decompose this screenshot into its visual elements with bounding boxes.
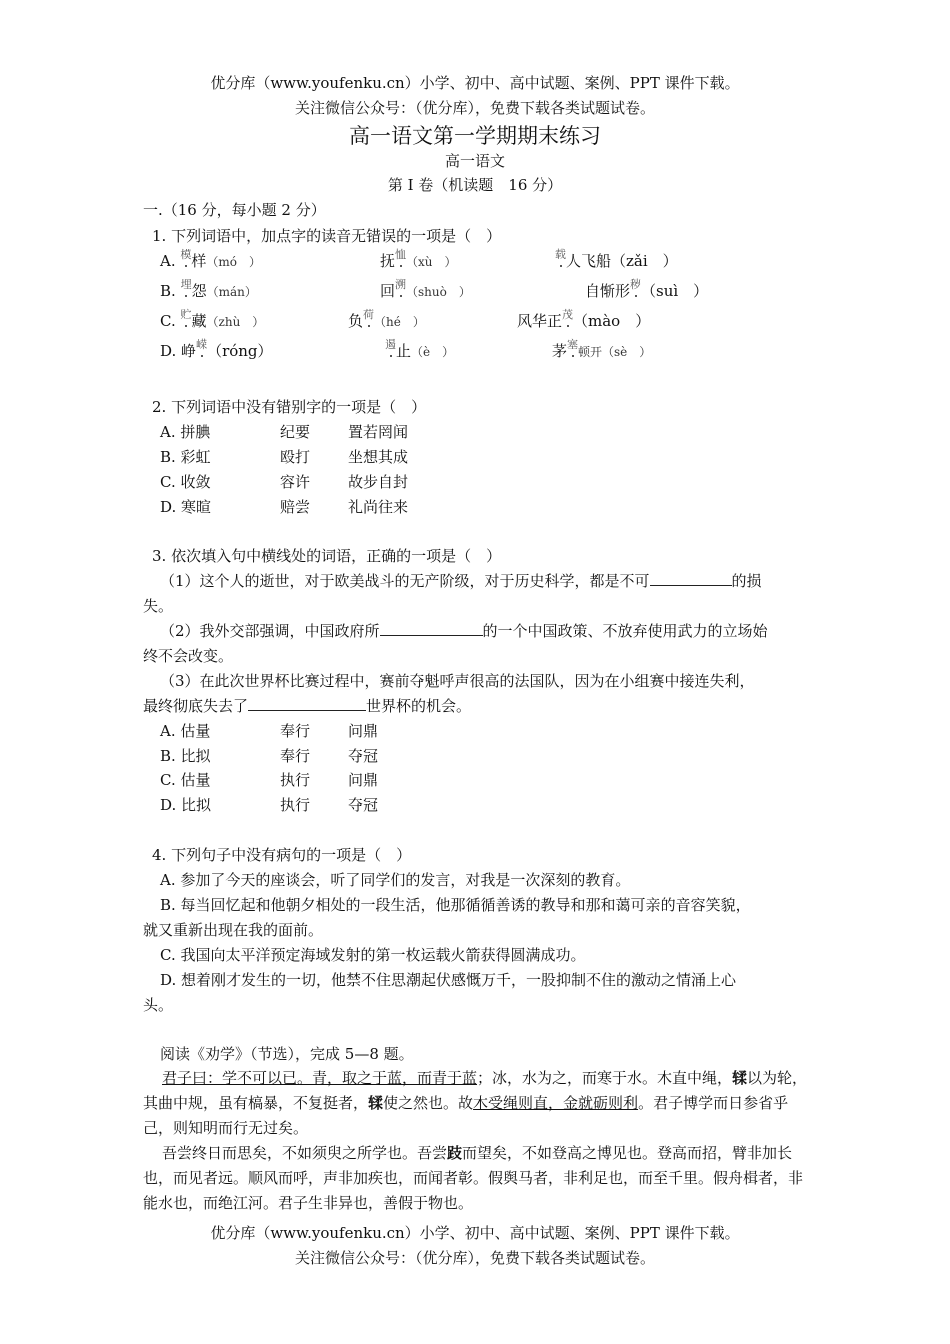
option-text: 藏 xyxy=(191,312,207,330)
page-title: 高一语文第一学期期末练习 xyxy=(349,124,601,148)
option-text: 回 xyxy=(380,282,396,300)
q2-d-1: D. 寒暄 xyxy=(160,498,212,516)
passage-text: 使之然也。故 xyxy=(383,1094,474,1112)
dotted-char: 嵘 xyxy=(196,338,208,351)
dotted-char: 恤 xyxy=(395,248,407,261)
footer-line-1: 优分库（www.youfenku.cn）小学、初中、高中试题、案例、PPT 课件下载。 xyxy=(210,1224,740,1242)
q2-b-1: B. 彩虹 xyxy=(160,448,211,466)
q3-a-2: 奉行 xyxy=(280,722,311,740)
q4-stem: 4. 下列句子中没有病句的一项是（ ） xyxy=(152,846,412,864)
option-text: 止 xyxy=(396,342,412,360)
q1-option-c-3 xyxy=(517,310,650,331)
pinyin: （mào ） xyxy=(573,312,651,330)
underlined-text: 木受绳则直，金就砺则利 xyxy=(473,1094,639,1112)
q3-sentence-3: （3）在此次世界杯比赛过程中，赛前夺魁呼声很高的法国队，因为在小组赛中接连失利， xyxy=(160,672,755,690)
pinyin: （è ） xyxy=(411,345,455,359)
pinyin: （róng） xyxy=(207,342,273,360)
q2-b-2: 殴打 xyxy=(280,448,311,466)
dotted-char: 荷 xyxy=(363,308,375,321)
q3-c-2: 执行 xyxy=(280,771,311,789)
underlined-text: 君子曰：学不可以已。青，取之于蓝，而青于蓝 xyxy=(162,1069,478,1087)
q1-stem: 1. 下列词语中，加点字的读音无错误的一项是（ ） xyxy=(152,227,502,245)
reading-paragraph-1 xyxy=(143,1066,813,1141)
footer-line-2: 关注微信公众号：（优分库），免费下载各类试题试卷。 xyxy=(294,1249,655,1267)
pinyin: （mó ） xyxy=(206,255,262,269)
option-text: 风华正 xyxy=(517,312,563,330)
dotted-char: 溯 xyxy=(395,278,407,291)
q4-option-d-cont: 头。 xyxy=(143,996,174,1014)
q3-a-1: A. 估量 xyxy=(160,722,211,740)
q3-b-1: B. 比拟 xyxy=(160,747,211,765)
option-label: A. xyxy=(160,252,176,270)
passage-text: 吾尝终日而思矣，不如须臾之所学也。吾尝 xyxy=(162,1144,448,1162)
dotted-char: 贮 xyxy=(180,308,192,321)
q1-option-a xyxy=(160,250,261,271)
q2-a-2: 纪要 xyxy=(280,423,311,441)
dotted-char: 埋 xyxy=(180,278,192,291)
dotted-char: 载 xyxy=(555,248,566,261)
q4-option-d: D. 想着刚才发生的一切，他禁不住思潮起伏感慨万千，一股抑制不住的激动之情涌上心 xyxy=(160,971,737,989)
blank-line xyxy=(248,696,366,711)
header-line-2: 关注微信公众号：（优分库），免费下载各类试题试卷。 xyxy=(294,99,655,117)
reading-intro: 阅读《劝学》（节选），完成 5—8 题。 xyxy=(160,1045,414,1063)
dotted-char: 模 xyxy=(180,248,192,261)
dotted-char: 秽 xyxy=(630,278,642,291)
q3-stem: 3. 依次填入句中横线处的词语，正确的一项是（ ） xyxy=(152,547,502,565)
option-text: 自惭形 xyxy=(585,282,631,300)
q3-sentence-3-cont xyxy=(143,695,471,716)
q2-c-2: 容许 xyxy=(280,473,311,491)
q2-b-3: 坐想其成 xyxy=(348,448,409,466)
sentence-text: （2）我外交部强调，中国政府所 xyxy=(160,622,380,640)
q2-d-3: 礼尚往来 xyxy=(348,498,409,516)
passage-text: 。君子博学而日参省乎己，则知明而行无过矣。 xyxy=(143,1094,789,1137)
page-subtitle: 高一语文 xyxy=(444,152,505,170)
q3-c-1: C. 估量 xyxy=(160,771,211,789)
q3-c-3: 问鼎 xyxy=(348,771,379,789)
q3-sentence-2-cont: 终不会改变。 xyxy=(143,647,234,665)
q1-option-a-2 xyxy=(380,250,457,271)
option-text: 茅 xyxy=(552,342,568,360)
q1-option-c xyxy=(160,310,264,331)
q2-c-3: 故步自封 xyxy=(348,473,409,491)
option-text: 负 xyxy=(348,312,364,330)
header-line-1: 优分库（www.youfenku.cn）小学、初中、高中试题、案例、PPT 课件下载。 xyxy=(210,74,740,92)
sentence-text: 的一个中国政策、不放弃使用武力的立场始 xyxy=(482,622,768,640)
q1-option-a-3 xyxy=(555,250,678,271)
q4-option-b-cont: 就又重新出现在我的面前。 xyxy=(143,921,324,939)
q3-b-3: 夺冠 xyxy=(348,747,379,765)
q1-option-c-2 xyxy=(348,310,425,331)
q1-option-d-2 xyxy=(385,340,454,361)
passage-text: 以为轮，其曲中规，虽有槁暴，不复挺者， xyxy=(143,1069,808,1112)
q2-a-1: A. 拼腆 xyxy=(160,423,211,441)
passage-text: ；冰，水为之，而寒于水。木直中绳， xyxy=(477,1069,733,1087)
sentence-text: 世界杯的机会。 xyxy=(366,697,472,715)
pinyin: （xù ） xyxy=(406,255,457,269)
q1-option-b-3 xyxy=(585,280,708,301)
q1-option-d-3 xyxy=(552,340,651,361)
option-text: 样 xyxy=(191,252,207,270)
q1-option-b-2 xyxy=(380,280,471,301)
q4-option-c: C. 我国向太平洋预定海域发射的第一枚运载火箭获得圆满成功。 xyxy=(160,946,586,964)
pinyin: （hé ） xyxy=(374,315,425,329)
q3-b-2: 奉行 xyxy=(280,747,311,765)
section-heading: 第 I 卷（机读题 16 分） xyxy=(387,176,563,194)
blank-line xyxy=(380,621,483,636)
q3-sentence-2 xyxy=(160,620,768,641)
option-label: D. xyxy=(160,342,177,360)
option-text: 抚 xyxy=(380,252,396,270)
q1-option-d xyxy=(160,340,273,361)
sentence-text: 的损 xyxy=(731,572,762,590)
pinyin: （zhù ） xyxy=(206,315,265,329)
q4-option-a: A. 参加了今天的座谈会，听了同学们的发言，对我是一次深刻的教育。 xyxy=(160,871,631,889)
reading-paragraph-2 xyxy=(143,1141,813,1216)
blank-line xyxy=(650,571,732,586)
q2-d-2: 赔尝 xyxy=(280,498,311,516)
q4-option-b: B. 每当回忆起和他朝夕相处的一段生活，他那循循善诱的教导和那和蔼可亲的音容笑貌， xyxy=(160,896,751,914)
q3-sentence-1 xyxy=(160,570,762,591)
q3-sentence-1-cont: 失。 xyxy=(143,597,174,615)
part-heading: 一.（16 分，每小题 2 分） xyxy=(143,201,326,219)
special-char: 𫐓 xyxy=(732,1069,748,1087)
q1-option-b xyxy=(160,280,257,301)
option-label: B. xyxy=(160,282,176,300)
passage-text: 而望矣，不如登高之博见也。登高而招，臂非加长也，而见者远。顺风而呼，声非加疾也，而闻者彰。假舆马者，非利足也，而至千里。假舟楫者，非能水也，而绝江河。君子生非异也，善假于物也。 xyxy=(143,1144,804,1212)
special-char: 𫐓 xyxy=(368,1094,384,1112)
dotted-char: 遏 xyxy=(385,338,396,351)
q3-d-3: 夺冠 xyxy=(348,796,379,814)
q2-stem: 2. 下列词语中没有错别字的一项是（ ） xyxy=(152,398,427,416)
q3-a-3: 问鼎 xyxy=(348,722,379,740)
sentence-text: （1）这个人的逝世，对于欧美战斗的无产阶级，对于历史科学，都是不可 xyxy=(160,572,650,590)
dotted-char: 塞 xyxy=(567,338,579,351)
option-text: 人飞船（zǎi ） xyxy=(566,252,678,270)
q3-d-2: 执行 xyxy=(280,796,311,814)
special-char: 跂 xyxy=(447,1144,463,1162)
pinyin: （mán） xyxy=(206,285,257,299)
pinyin: 顿开（sè ） xyxy=(578,345,652,359)
option-text: 峥 xyxy=(181,342,197,360)
option-text: 怨 xyxy=(191,282,207,300)
sentence-text: 最终彻底失去了 xyxy=(143,697,249,715)
q3-d-1: D. 比拟 xyxy=(160,796,212,814)
pinyin: （shuò ） xyxy=(406,285,471,299)
q2-a-3: 置若罔闻 xyxy=(348,423,409,441)
option-label: C. xyxy=(160,312,176,330)
pinyin: （suì ） xyxy=(641,282,709,300)
q2-c-1: C. 收敛 xyxy=(160,473,211,491)
dotted-char: 茂 xyxy=(562,308,574,321)
